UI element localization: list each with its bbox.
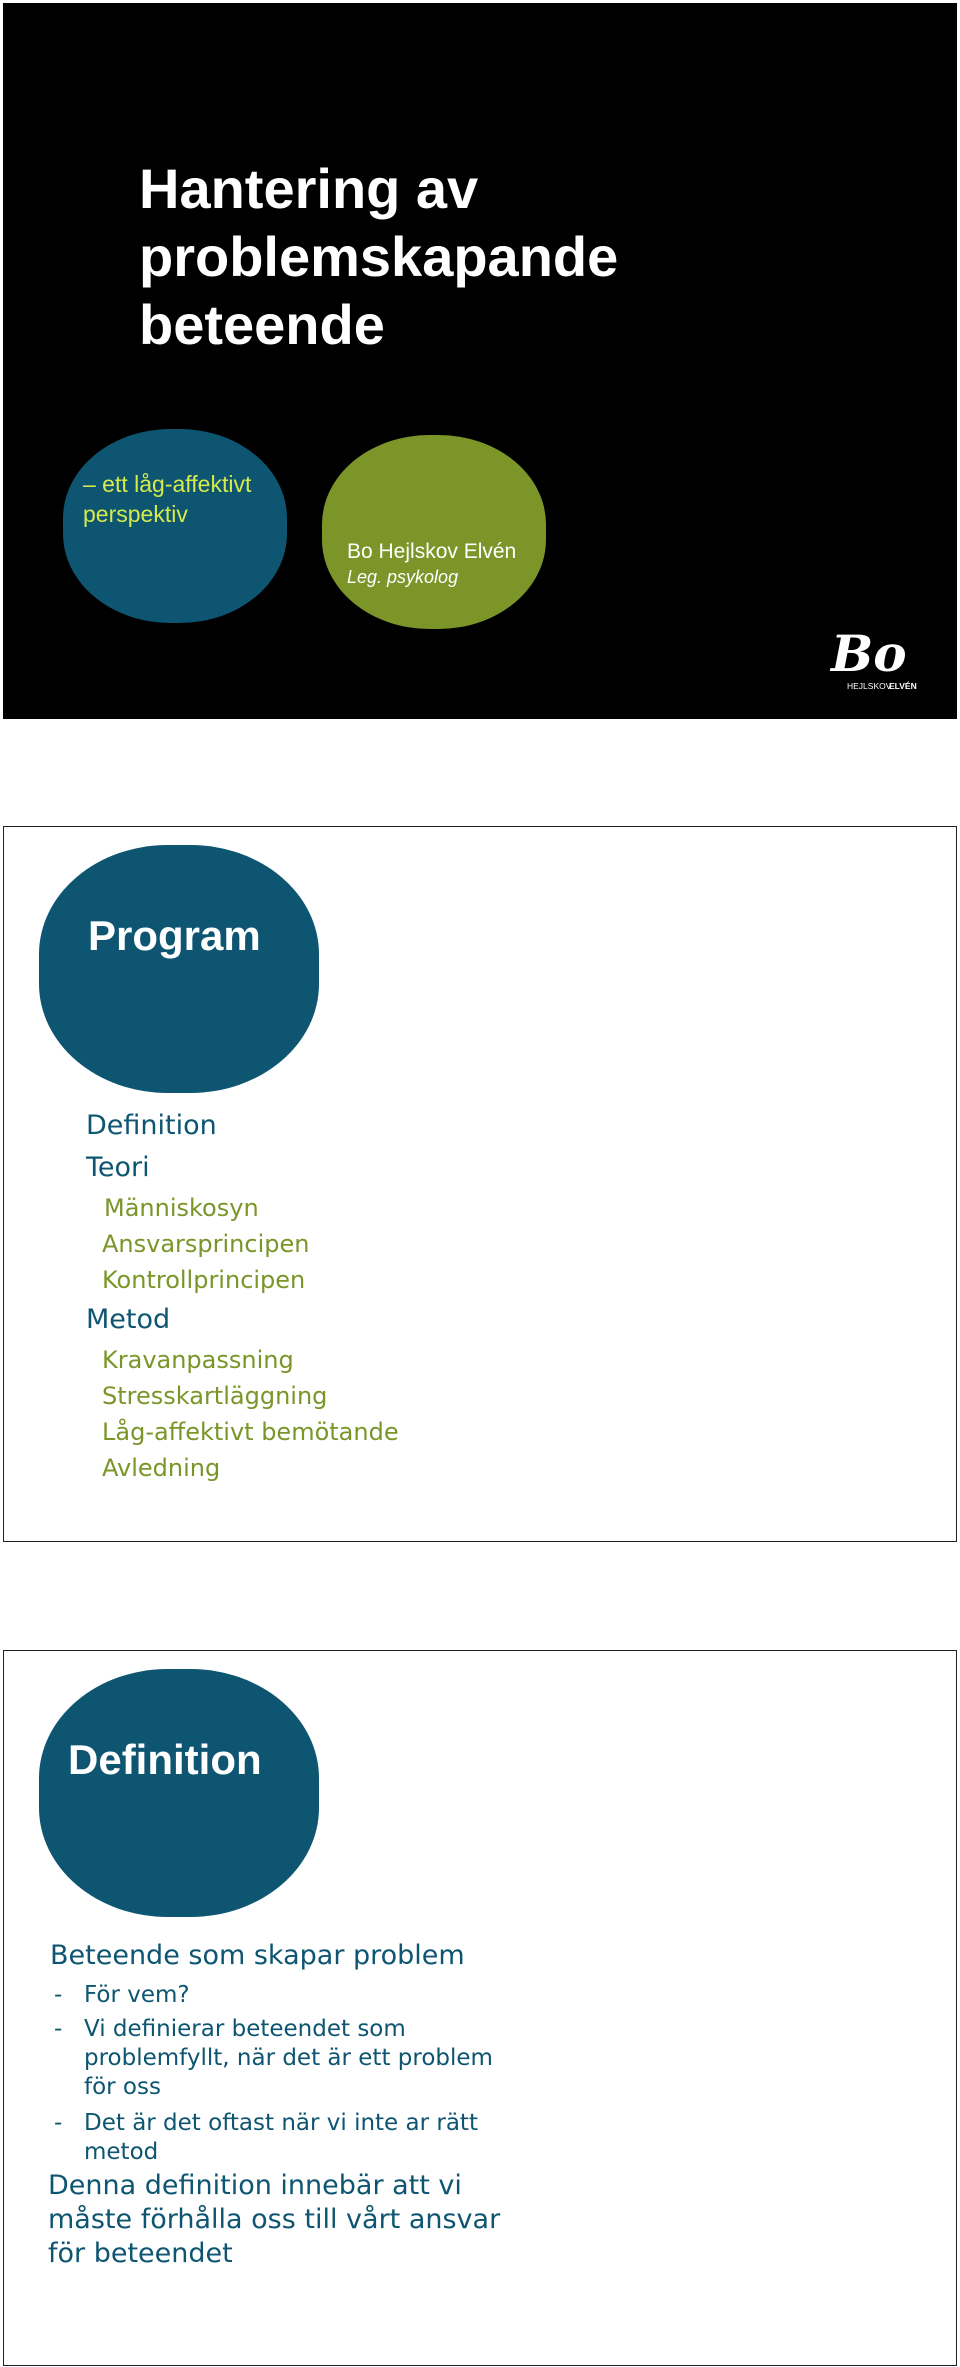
blue-blob-shape	[39, 845, 319, 1093]
bo-signature-logo	[829, 623, 929, 703]
program-subitem: Ansvarsprincipen	[102, 1230, 310, 1258]
definition-slide	[3, 1650, 957, 2366]
bullet-item	[84, 2109, 478, 2167]
slide-subtitle	[83, 469, 251, 529]
title-slide	[3, 3, 957, 719]
logo-name-2: ELVÉN	[889, 681, 917, 691]
green-blob-shape	[322, 435, 546, 629]
program-subitem: Människosyn	[104, 1194, 259, 1222]
slide-title	[139, 155, 699, 359]
definition-heading: Beteende som skapar problem	[50, 1940, 465, 1971]
title-line: problemskapande	[139, 225, 619, 288]
logo-signature: Bo	[831, 624, 907, 683]
author-role: Leg. psykolog	[347, 567, 459, 587]
program-item: Teori	[86, 1152, 150, 1183]
bullet-line: Vi definierar beteendet som	[84, 2016, 406, 2042]
conclusion-line: Denna definition innebär att vi	[48, 2170, 462, 2201]
program-slide	[3, 826, 957, 1542]
logo-name: HEJLSKOV	[847, 681, 892, 691]
bullet-item	[84, 2015, 493, 2102]
subtitle-line: perspektiv	[83, 501, 188, 527]
title-line: Hantering av	[139, 157, 479, 220]
conclusion-line: för beteendet	[48, 2238, 233, 2269]
conclusion-line: måste förhålla oss till vårt ansvar	[48, 2204, 501, 2235]
bullet-dash: -	[54, 2110, 63, 2136]
program-item: Metod	[86, 1304, 171, 1335]
blue-blob-shape	[39, 1669, 319, 1917]
bullet-line: För vem?	[84, 1982, 190, 2008]
program-subitem: Kontrollprincipen	[102, 1266, 306, 1294]
title-line: beteende	[139, 293, 385, 356]
bullet-item	[84, 1981, 190, 2010]
slide-title: Definition	[68, 1736, 262, 1783]
program-subitem: Låg-affektivt bemötande	[102, 1418, 399, 1446]
program-subitem: Stresskartläggning	[102, 1382, 328, 1410]
bullet-dash: -	[54, 1982, 63, 2008]
bullet-line: för oss	[84, 2074, 161, 2100]
bullet-line: problemfyllt, när det är ett problem	[84, 2045, 493, 2071]
program-subitem: Avledning	[102, 1454, 221, 1482]
program-subitem: Kravanpassning	[102, 1346, 294, 1374]
slide-title: Program	[88, 912, 261, 959]
subtitle-line: – ett låg-affektivt	[83, 471, 252, 497]
definition-conclusion	[48, 2169, 500, 2271]
bullet-line: metod	[84, 2139, 159, 2165]
author-name: Bo Hejlskov Elvén	[347, 540, 517, 563]
bullet-dash: -	[54, 2016, 63, 2042]
bullet-line: Det är det oftast när vi inte ar rätt	[84, 2110, 478, 2136]
program-item: Definition	[86, 1110, 217, 1141]
